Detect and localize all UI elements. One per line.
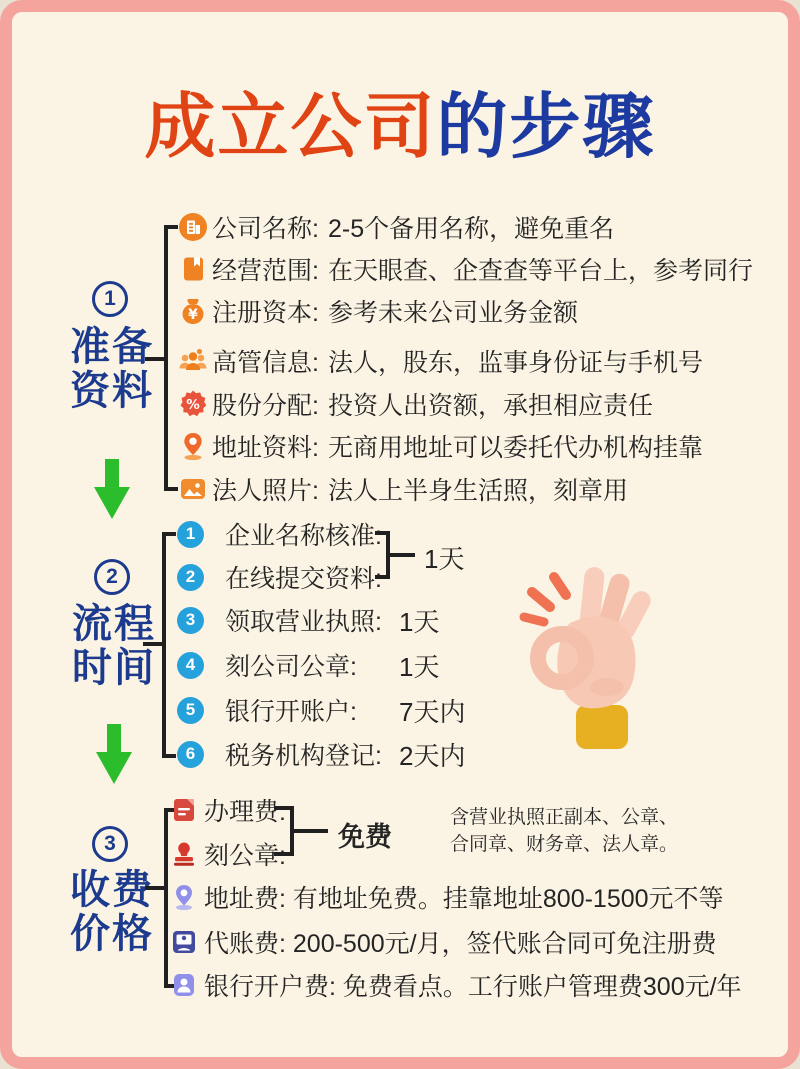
page-title — [12, 70, 788, 172]
prepare-item-label: 公司名称: — [212, 215, 319, 243]
section1-number: 1 — [104, 287, 116, 310]
down-arrow-icon — [94, 459, 130, 519]
process-step-label: 企业名称核准: — [225, 522, 382, 550]
prepare-item-desc: 在天眼查、企查查等平台上，参考同行 — [328, 257, 754, 285]
fee-item-row — [170, 924, 717, 960]
steps-1-2-duration: 1天 — [424, 544, 465, 574]
free-note — [450, 804, 678, 858]
section3-label — [52, 868, 172, 956]
money-bag-icon — [178, 296, 208, 326]
fee-item-row — [170, 967, 742, 1003]
free-note-line2: 合同章、财务章、法人章。 — [450, 834, 679, 855]
prepare-item-row — [178, 386, 653, 422]
process-step-row — [177, 736, 465, 772]
section3-number-badge — [92, 826, 128, 862]
prepare-item-desc: 2-5个备用名称，避免重名 — [328, 215, 615, 243]
fee-bracket-label: 办理费: — [204, 798, 286, 826]
prepare-item-row — [178, 251, 753, 287]
section3-number: 3 — [104, 832, 116, 855]
section3-bracket-tick — [145, 886, 164, 890]
prepare-item-desc: 投资人出资额，承担相应责任 — [328, 392, 654, 420]
percent-badge-icon — [178, 389, 208, 419]
steps-1-2-bracket-tick — [390, 553, 415, 557]
free-note-line1: 含营业执照正副本、公章、 — [450, 807, 679, 828]
process-step-label: 在线提交资料: — [225, 565, 382, 593]
down-arrow-icon — [96, 724, 132, 784]
fees-1-2-bracket — [274, 806, 294, 856]
fee-bracket-row — [170, 836, 286, 872]
section2-label — [54, 602, 174, 690]
prepare-item-row — [178, 293, 578, 329]
prepare-item-label: 注册资本: — [212, 299, 319, 327]
location-pin-icon — [178, 431, 208, 461]
step-number-badge: 3 — [177, 607, 204, 634]
free-value: 免费 — [338, 822, 392, 852]
executives-people-icon — [178, 346, 208, 376]
prepare-item-desc: 参考未来公司业务金额 — [328, 299, 579, 327]
prepare-item-row — [178, 343, 703, 379]
prepare-item-desc: 法人，股东，监事身份证与手机号 — [328, 349, 704, 377]
section2-bracket — [162, 532, 176, 758]
section2-number-badge — [94, 559, 130, 595]
prepare-item-desc: 法人上半身生活照，刻章用 — [328, 477, 629, 505]
prepare-item-label: 股份分配: — [212, 392, 319, 420]
step-duration: 7天内 — [399, 696, 466, 727]
section2-label-line1: 流程 — [72, 602, 156, 646]
process-step-row — [177, 692, 465, 728]
section1-label — [52, 325, 172, 413]
prepare-item-label: 高管信息: — [212, 349, 319, 377]
fee-bracket-row — [170, 792, 286, 828]
process-step-row — [177, 602, 439, 638]
fees-1-2-bracket-tick — [294, 829, 328, 833]
section1-bracket — [164, 225, 178, 491]
section2-bracket-tick — [143, 642, 162, 646]
photo-icon — [178, 474, 208, 504]
location-pin-purple-icon — [170, 883, 198, 911]
step-duration: 1天 — [399, 651, 440, 682]
prepare-item-row — [178, 209, 614, 245]
process-step-label: 税务机构登记: — [225, 742, 382, 770]
svg-text:¥: ¥ — [188, 307, 198, 323]
fee-bracket-label: 刻公章: — [204, 842, 286, 870]
section2-number: 2 — [106, 565, 118, 588]
stamp-icon — [170, 840, 198, 868]
section2-label-line2: 时间 — [72, 646, 156, 690]
company-building-icon — [178, 212, 208, 242]
fee-item-text: 银行开户费: 免费看点。工行账户管理费300元/年 — [204, 973, 742, 1001]
svg-text:%: % — [186, 397, 200, 413]
title-blue-part: 的步骤 — [436, 88, 656, 167]
document-fee-icon — [170, 796, 198, 824]
step-number-badge: 5 — [177, 697, 204, 724]
step-number-badge: 2 — [177, 564, 204, 591]
process-step-row — [177, 516, 399, 552]
process-step-label: 刻公司公章: — [225, 653, 357, 681]
section1-bracket-tick — [145, 357, 164, 361]
prepare-item-label: 经营范围: — [212, 257, 319, 285]
step-duration: 1天 — [399, 606, 440, 637]
process-step-label: 银行开账户: — [225, 698, 357, 726]
business-scope-book-icon — [178, 254, 208, 284]
step-number-badge: 6 — [177, 741, 204, 768]
prepare-item-desc: 无商用地址可以委托代办机构挂靠 — [328, 434, 704, 462]
ok-hand-icon — [510, 565, 660, 753]
bookkeeping-icon — [170, 928, 198, 956]
fee-item-text: 地址费: 有地址免费。挂靠地址800-1500元不等 — [204, 885, 724, 913]
section3-label-line1: 收费 — [70, 868, 154, 912]
step-number-badge: 1 — [177, 521, 204, 548]
process-step-row — [177, 647, 439, 683]
section1-number-badge — [92, 281, 128, 317]
section1-label-line1: 准备 — [70, 325, 154, 369]
prepare-item-row — [178, 471, 628, 507]
process-step-label: 领取营业执照: — [225, 608, 382, 636]
bank-id-card-icon — [170, 971, 198, 999]
steps-1-2-bracket — [375, 531, 390, 579]
fee-item-row — [170, 879, 724, 915]
section3-label-line2: 价格 — [70, 912, 154, 956]
title-red-part: 成立公司 — [144, 88, 437, 167]
step-number-badge: 4 — [177, 652, 204, 679]
prepare-item-row — [178, 428, 703, 464]
prepare-item-label: 地址资料: — [212, 434, 319, 462]
fee-item-text: 代账费: 200-500元/月，签代账合同可免注册费 — [204, 930, 717, 958]
section1-label-line2: 资料 — [70, 369, 154, 413]
step-duration: 2天内 — [399, 740, 466, 771]
prepare-item-label: 法人照片: — [212, 477, 319, 505]
process-step-row — [177, 559, 399, 595]
